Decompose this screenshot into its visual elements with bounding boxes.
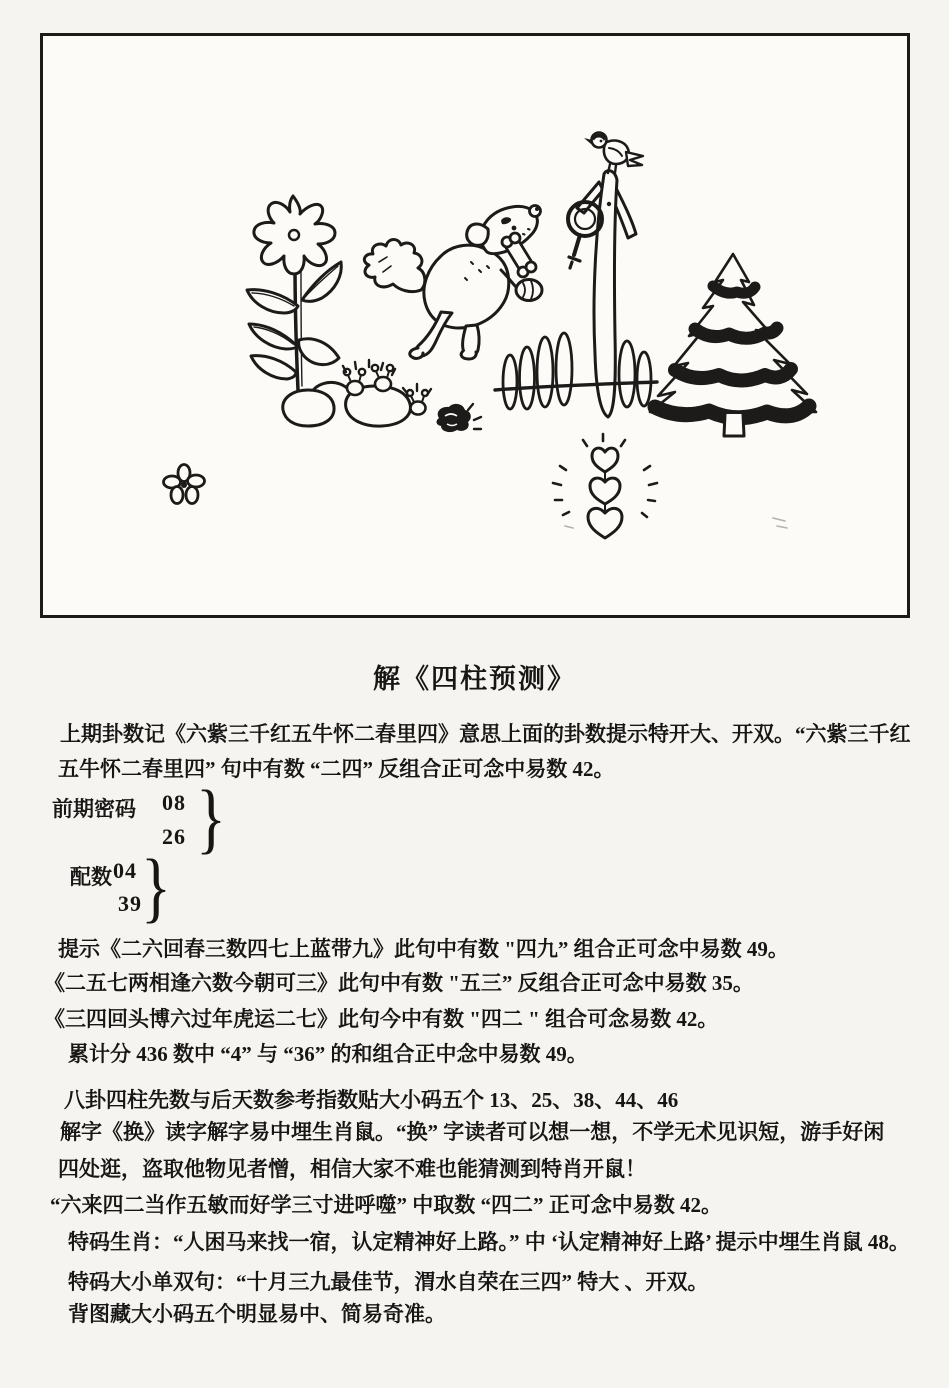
dog-drawing [364, 206, 542, 360]
sprouts-drawing [553, 434, 657, 538]
body-line: 四处逛，盗取他物见者憎，相信大家不难也能猜测到特肖开鼠！ [58, 1157, 646, 1181]
body-line: 累计分 436 数中 “4” 与 “36” 的和组合正中念中易数 49。 [68, 1042, 588, 1066]
body-line: 《二五七两相逢六数今朝可三》此句中有数 "五三” 反组合正可念中易数 35。 [44, 971, 754, 995]
code-value: 04 [113, 858, 137, 883]
body-line: 特码大小单双句：“十月三九最佳节，渭水自荣在三四” 特大 、开双。 [68, 1270, 709, 1294]
body-line: 背图藏大小码五个明显易中、简易奇准。 [68, 1302, 446, 1326]
code-value: 26 [162, 824, 186, 849]
body-line: 上期卦数记《六紫三千红五牛怀二春里四》意思上面的卦数提示特开大、开双。“六紫三千红 [60, 722, 911, 746]
flower-plant-drawing [247, 196, 341, 390]
brace-icon: } [196, 774, 226, 861]
body-line: 八卦四柱先数与后天数参考指数贴大小码五个 13、25、38、44、46 [64, 1088, 679, 1112]
code-label: 前期密码 [52, 797, 136, 821]
code-value: 08 [162, 790, 186, 815]
body-line: 特码生肖：“人困马来找一宿，认定精神好上路。” 中 ‘认定精神好上路’ 提示中埋生肖鼠 48。 [68, 1230, 910, 1254]
code-label: 配数 [70, 865, 112, 889]
beetle-drawing [437, 404, 481, 432]
body-line: 《三四回头博六过年虎运二七》此句今中有数 "四二 " 组合可念易数 42。 [44, 1007, 719, 1031]
brace-icon: } [141, 843, 171, 930]
body-line: 解字《换》读字解字易中埋生肖鼠。“换” 字读者可以想一想，不学无术见识短，游手好闲 [60, 1120, 885, 1144]
code-value: 39 [118, 891, 142, 916]
fence-drawing [495, 333, 657, 409]
body-line: 提示《二六回春三数四七上蓝带九》此句中有数 "四九” 组合正可念中易数 49。 [58, 937, 789, 961]
page-title: 解《四柱预测》 [373, 664, 576, 694]
illustration [43, 36, 907, 615]
body-line: 五牛怀二春里四” 句中有数 “二四” 反组合正可念中易数 42。 [58, 757, 615, 781]
pine-tree-drawing [650, 254, 816, 436]
body-line: “六来四二当作五敏而好学三寸进呼噬” 中取数 “四二” 正可念中易数 42。 [50, 1193, 722, 1217]
small-flower-drawing [164, 465, 205, 504]
illustration-box [40, 33, 910, 618]
bird-drawing [584, 133, 643, 174]
